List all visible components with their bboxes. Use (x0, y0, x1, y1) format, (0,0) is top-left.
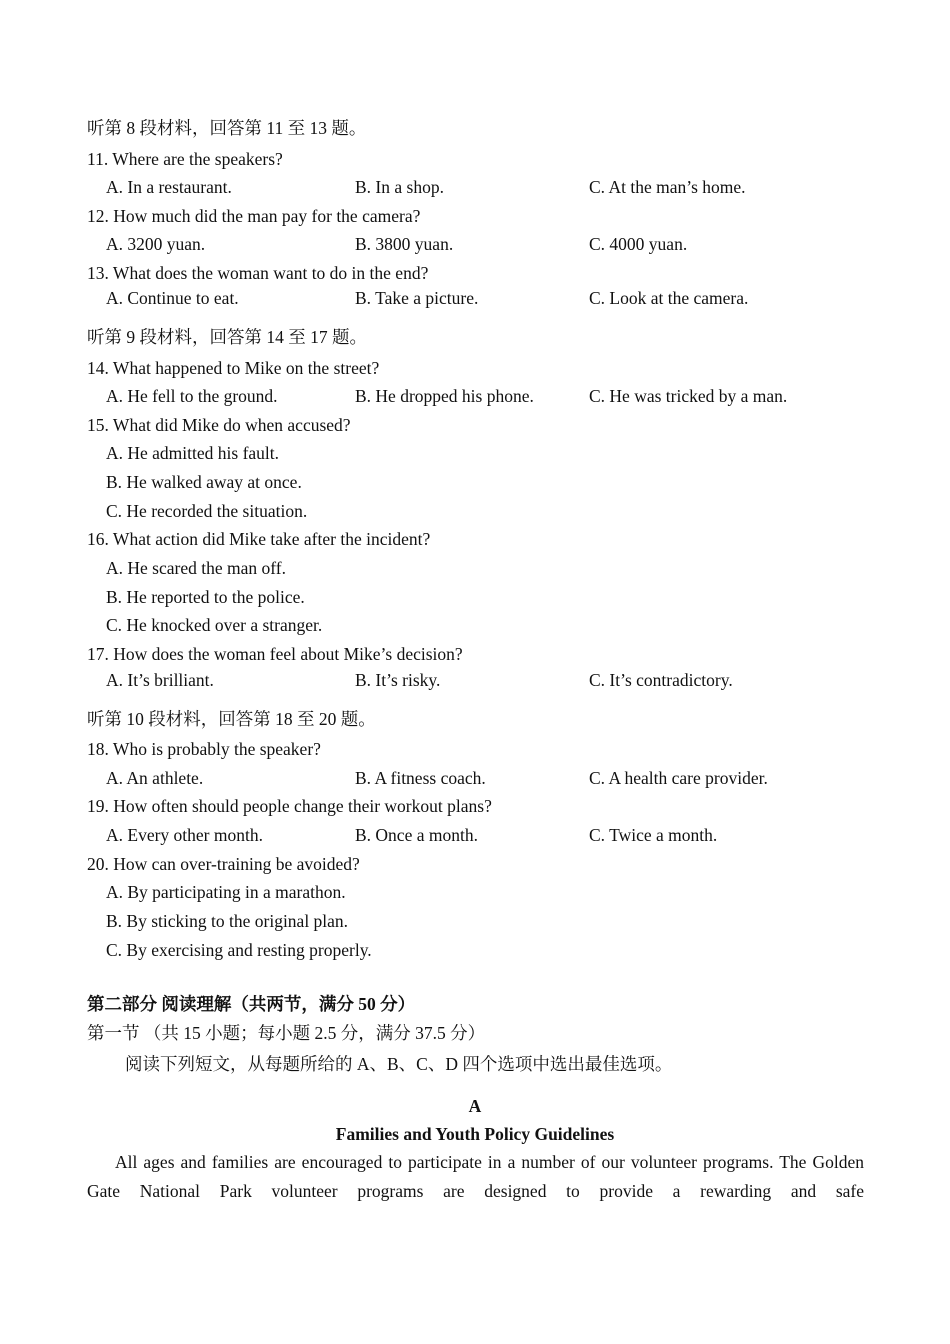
option-18-a: A. An athlete. (106, 768, 204, 788)
option-20-b: B. By sticking to the original plan. (106, 911, 349, 931)
option-14-a: A. He fell to the ground. (106, 386, 278, 406)
question-20: 20. How can over-training be avoided? (87, 854, 360, 874)
option-20-a: A. By participating in a marathon. (106, 882, 346, 902)
option-17-c: C. It’s contradictory. (589, 670, 733, 690)
option-19-a: A. Every other month. (106, 825, 263, 845)
option-14-c: C. He was tricked by a man. (589, 386, 788, 406)
option-20-c: C. By exercising and resting properly. (106, 940, 372, 960)
section-header: 听第 10 段材料，回答第 18 至 20 题。 (87, 709, 376, 729)
section-header: 听第 8 段材料，回答第 11 至 13 题。 (87, 118, 367, 138)
passage-line-2: Golden Gate National Park volunteer programs are designed to provide a rewarding and safe (87, 1152, 864, 1201)
part2-title: 第二部分 阅读理解（共两节，满分 50 分） (87, 994, 416, 1014)
question-12: 12. How much did the man pay for the camera? (87, 206, 421, 226)
section-header: 听第 9 段材料，回答第 14 至 17 题。 (87, 327, 367, 347)
question-18: 18. Who is probably the speaker? (87, 739, 321, 759)
option-19-c: C. Twice a month. (589, 825, 718, 845)
passage-title: Families and Youth Policy Guidelines (335, 1124, 615, 1144)
option-18-c: C. A health care provider. (589, 768, 768, 788)
part2-section1: 第一节 （共 15 小题；每小题 2.5 分，满分 37.5 分） (87, 1023, 486, 1043)
option-11-b: B. In a shop. (355, 177, 444, 197)
passage-letter: A (468, 1096, 482, 1116)
option-11-c: C. At the man’s home. (589, 177, 746, 197)
option-13-a: A. Continue to eat. (106, 288, 239, 308)
option-16-b: B. He reported to the police. (106, 587, 305, 607)
option-12-b: B. 3800 yuan. (355, 234, 454, 254)
option-13-c: C. Look at the camera. (589, 288, 749, 308)
option-15-a: A. He admitted his fault. (106, 443, 280, 463)
option-14-b: B. He dropped his phone. (355, 386, 534, 406)
question-19: 19. How often should people change their workout plans? (87, 796, 492, 816)
option-12-c: C. 4000 yuan. (589, 234, 688, 254)
option-11-a: A. In a restaurant. (106, 177, 232, 197)
part2-instruction: 阅读下列短文，从每题所给的 A、B、C、D 四个选项中选出最佳选项。 (125, 1054, 673, 1074)
option-15-b: B. He walked away at once. (106, 472, 302, 492)
option-13-b: B. Take a picture. (355, 288, 479, 308)
option-19-b: B. Once a month. (355, 825, 478, 845)
option-12-a: A. 3200 yuan. (106, 234, 206, 254)
question-16: 16. What action did Mike take after the incident? (87, 529, 431, 549)
question-14: 14. What happened to Mike on the street? (87, 358, 380, 378)
option-17-a: A. It’s brilliant. (106, 670, 214, 690)
option-15-c: C. He recorded the situation. (106, 501, 308, 521)
passage-line-1: All ages and families are encouraged to participate in a number of our volunteer programs. The (115, 1152, 807, 1172)
option-16-a: A. He scared the man off. (106, 558, 286, 578)
question-11: 11. Where are the speakers? (87, 149, 283, 169)
passage-paragraph (87, 1148, 864, 1205)
option-17-b: B. It’s risky. (355, 670, 441, 690)
question-17: 17. How does the woman feel about Mike’s decision? (87, 644, 463, 664)
question-13: 13. What does the woman want to do in the end? (87, 263, 429, 283)
option-18-b: B. A fitness coach. (355, 768, 486, 788)
question-15: 15. What did Mike do when accused? (87, 415, 351, 435)
option-16-c: C. He knocked over a stranger. (106, 615, 323, 635)
